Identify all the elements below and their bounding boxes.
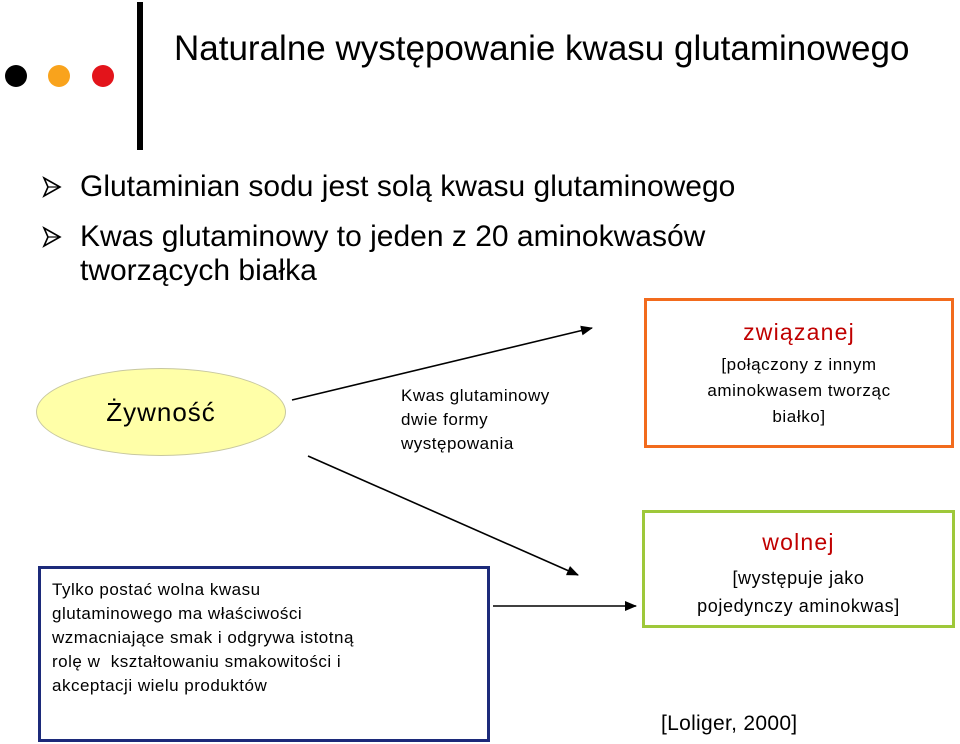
arrow-to-free-form (308, 456, 578, 575)
glutamic-acid-forms-label (401, 384, 550, 456)
free-form-line1: [występuje jako (732, 568, 865, 588)
bullet-text-1: Glutaminian sodu jest solą kwasu glutaminowego (80, 170, 736, 203)
free-form-line2: pojedynczy aminokwas] (697, 596, 900, 616)
middle-label-line3: występowania (401, 434, 514, 453)
bound-form-box (644, 298, 954, 448)
bound-form-line3: białko] (772, 407, 826, 426)
note-line1: Tylko postać wolna kwasu (52, 580, 261, 599)
bullet-text-2: Kwas glutaminowy to jeden z 20 aminokwasów tworzących białka (80, 220, 706, 287)
note-line4: rolę w kształtowaniu smakowitości i (52, 652, 342, 671)
note-line5: akceptacji wielu produktów (52, 676, 268, 695)
food-ellipse (36, 368, 286, 456)
food-label: Żywność (106, 396, 216, 427)
note-line3: wzmacniające smak i odgrywa istotną (52, 628, 354, 647)
free-form-box (642, 510, 955, 628)
middle-label-line2: dwie formy (401, 410, 489, 429)
bound-form-line2: aminokwasem tworząc (707, 381, 891, 400)
slide-title: Naturalne występowanie kwasu glutaminowego (174, 29, 910, 68)
free-form-note-box (38, 566, 490, 742)
free-form-heading: wolnej (762, 529, 835, 555)
middle-label-line1: Kwas glutaminowy (401, 386, 550, 405)
citation: [Loliger, 2000] (661, 712, 798, 735)
bound-form-heading: związanej (743, 319, 855, 345)
note-line2: glutaminowego ma właściwości (52, 604, 303, 623)
bound-form-line1: [połączony z innym (721, 355, 877, 374)
